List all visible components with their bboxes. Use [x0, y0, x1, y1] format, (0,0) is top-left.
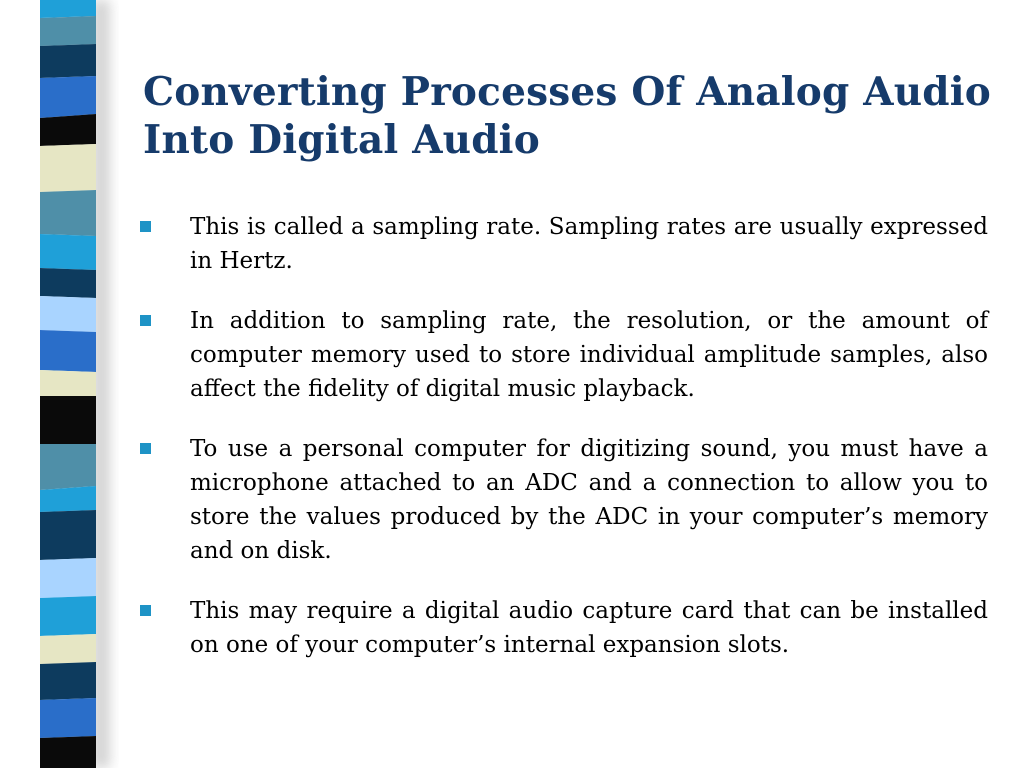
stripe-segment	[40, 296, 96, 332]
bullet-text: This is called a sampling rate. Sampling rates are usually expressed in Hertz.	[190, 214, 988, 274]
stripe-segments	[40, 0, 96, 768]
square-bullet-icon	[140, 443, 151, 454]
square-bullet-icon	[140, 315, 151, 326]
bullet-item	[140, 432, 988, 568]
stripe-segment	[40, 634, 96, 664]
stripe-band-graphic	[0, 0, 120, 768]
stripe-segment	[40, 44, 96, 78]
bullet-text: To use a personal computer for digitizing sound, you must have a microphone attached to an ADC and a connection to allow you to store the values produced by the ADC in your computer’s memory and on disk.	[190, 436, 988, 564]
stripe-segment	[40, 234, 96, 270]
stripe-segment	[40, 736, 96, 768]
stripe-segment	[40, 114, 96, 146]
stripe-segment	[40, 486, 96, 512]
stripe-segment	[40, 596, 96, 636]
stripe-segment	[40, 698, 96, 738]
bullet-list	[140, 210, 988, 688]
decorative-stripe-band	[0, 0, 120, 768]
title-area	[143, 68, 1003, 164]
stripe-segment	[40, 144, 96, 192]
slide-title-line-2: Into Digital Audio	[143, 117, 540, 163]
slide-title-line-1: Converting Processes Of Analog Audio	[143, 69, 991, 115]
bullet-item	[140, 210, 988, 278]
stripe-segment	[40, 268, 96, 298]
bullet-text: This may require a digital audio capture card that can be installed on one of your computer’s internal expansion slots.	[190, 598, 988, 658]
bullet-item	[140, 304, 988, 406]
bullet-text: In addition to sampling rate, the resolution, or the amount of computer memory used to store individual amplitude samples, also affect the fidelity of digital music playback.	[190, 308, 988, 402]
bullet-item	[140, 594, 988, 662]
stripe-segment	[40, 0, 96, 18]
stripe-segment	[40, 76, 96, 118]
stripe-segment	[40, 662, 96, 700]
stripe-segment	[40, 330, 96, 372]
stripe-segment	[40, 396, 96, 444]
stripe-segment	[40, 510, 96, 560]
stripe-segment	[40, 370, 96, 396]
stripe-segment	[40, 190, 96, 236]
square-bullet-icon	[140, 605, 151, 616]
stripe-segment	[40, 16, 96, 46]
square-bullet-icon	[140, 221, 151, 232]
stripe-segment	[40, 444, 96, 490]
stripe-segment	[40, 558, 96, 598]
slide-title	[143, 68, 1003, 164]
